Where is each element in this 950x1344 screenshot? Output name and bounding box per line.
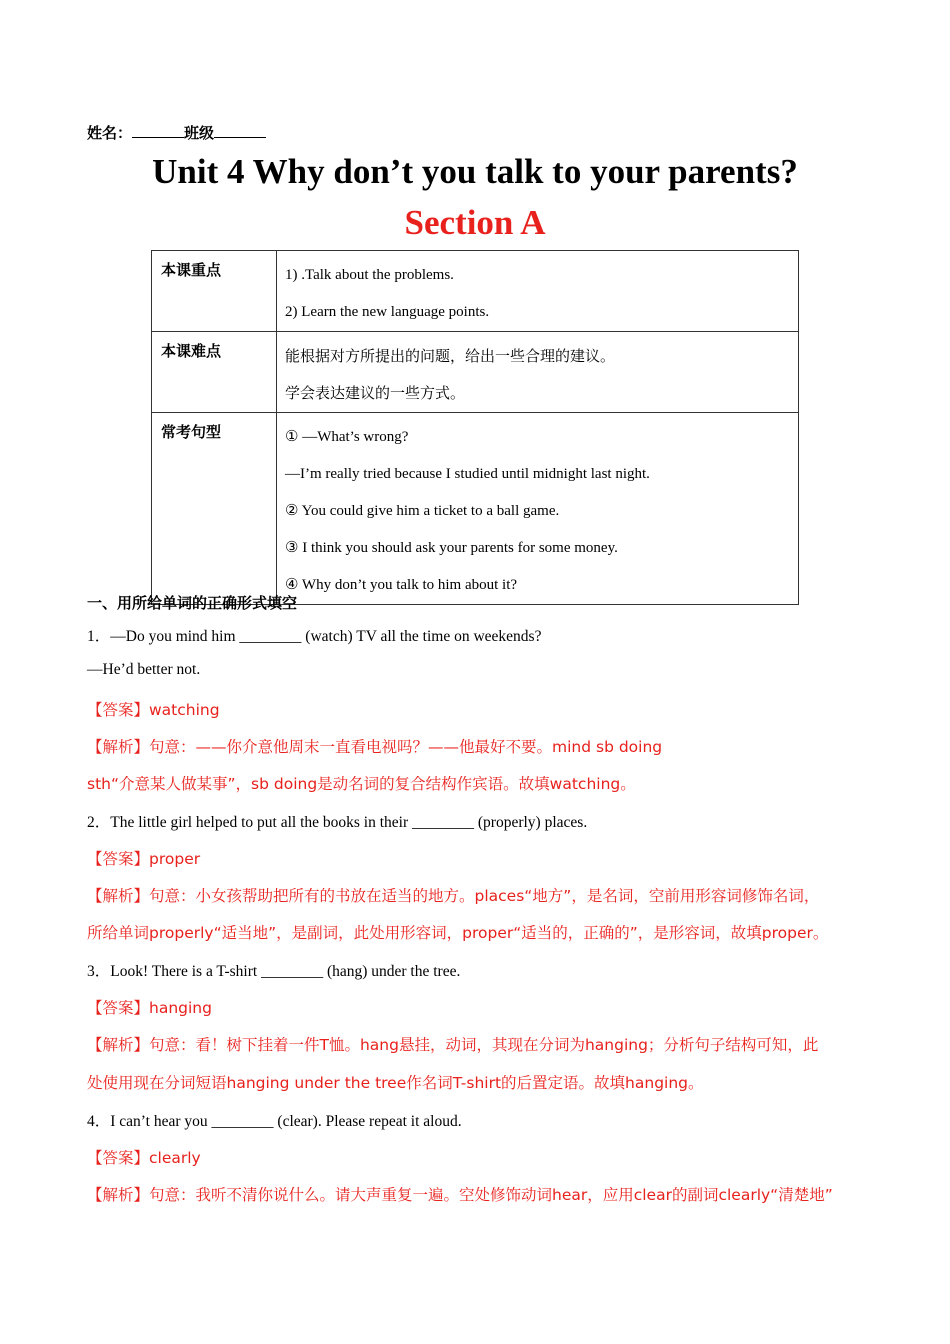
answer-text: 【答案】proper xyxy=(87,850,201,868)
exercise-heading: 一、用所给单词的正确形式填空 xyxy=(87,594,298,612)
analysis-line xyxy=(87,1071,704,1093)
answer-line xyxy=(87,1146,201,1168)
analysis-text: 【解析】句意：——你介意他周末一直看电视吗？——他最好不要。mind sb doing xyxy=(87,738,663,756)
row-content xyxy=(277,251,799,332)
answer-line xyxy=(87,698,220,720)
question-text: —He’d better not. xyxy=(87,661,201,678)
name-class-line xyxy=(87,122,266,143)
analysis-text: 处使用现在分词短语hanging under the tree作名词T-shirt的后置定语。故填hanging。 xyxy=(87,1074,704,1092)
analysis-line xyxy=(87,884,819,906)
row-content xyxy=(277,413,799,605)
analysis-text: 【解析】句意：看！树下挂着一件T恤。hang悬挂，动词，其现在分词为hanging；分析句子结构可知，此 xyxy=(87,1036,819,1054)
analysis-line xyxy=(87,1033,818,1055)
analysis-text: 所给单词properly“适当地”，是副词，此处用形容词，proper“适当的，正确的”，是形容词，故填proper。 xyxy=(87,924,829,942)
answer-text: 【答案】watching xyxy=(87,701,220,719)
analysis-text: sth“介意某人做某事”，sb doing是动名词的复合结构作宾语。故填watching。 xyxy=(87,775,636,793)
analysis-line xyxy=(87,921,828,943)
answer-line xyxy=(87,996,212,1018)
question-text: 3．Look! There is a T-shirt ________ (hang) under the tree. xyxy=(87,963,461,980)
question-text: 1．—Do you mind him ________ (watch) TV all the time on weekends? xyxy=(87,628,542,645)
row-line: ② You could give him a ticket to a ball game. xyxy=(285,503,560,519)
table-row xyxy=(152,413,799,605)
analysis-text: 【解析】句意：我听不清你说什么。请大声重复一遍。空处修饰动词hear，应用clear的副词clearly“清楚地” xyxy=(87,1186,833,1204)
row-label: 本课难点 xyxy=(152,332,277,413)
question-text: 2．The little girl helped to put all the books in their ________ (properly) places. xyxy=(87,814,588,831)
table-row xyxy=(152,251,799,332)
analysis-text: 【解析】句意：小女孩帮助把所有的书放在适当的地方。places“地方”，是名词，空前用形容词修饰名词， xyxy=(87,887,820,905)
section-subtitle: Section A xyxy=(404,203,546,242)
row-label: 本课重点 xyxy=(152,251,277,332)
row-content xyxy=(277,332,799,413)
class-blank[interactable] xyxy=(214,123,266,138)
row-line: 1) .Talk about the problems. xyxy=(285,267,454,283)
analysis-line xyxy=(87,772,636,794)
row-line: ④ Why don’t you talk to him about it? xyxy=(285,577,518,593)
answer-line xyxy=(87,847,200,869)
row-line: ① —What’s wrong? xyxy=(285,429,409,445)
row-label: 常考句型 xyxy=(152,413,277,605)
name-blank[interactable] xyxy=(132,123,184,138)
question-text: 4．I can’t hear you ________ (clear). Please repeat it aloud. xyxy=(87,1113,462,1130)
row-line: 2) Learn the new language points. xyxy=(285,304,490,320)
row-line: 能根据对方所提出的问题，给出一些合理的建议。 xyxy=(285,347,616,365)
row-line: 学会表达建议的一些方式。 xyxy=(285,384,466,402)
key-points-table xyxy=(151,250,799,605)
name-label: 姓名： xyxy=(87,124,133,142)
answer-text: 【答案】hanging xyxy=(87,999,212,1017)
answer-text: 【答案】clearly xyxy=(87,1149,201,1167)
analysis-line xyxy=(87,735,662,757)
row-line: ③ I think you should ask your parents for some money. xyxy=(285,540,618,556)
analysis-line xyxy=(87,1183,833,1205)
table-row xyxy=(152,332,799,413)
class-label: 班级 xyxy=(184,124,215,142)
page-title: Unit 4 Why don’t you talk to your parents? xyxy=(152,152,798,191)
row-line: —I’m really tried because I studied until midnight last night. xyxy=(285,466,650,482)
